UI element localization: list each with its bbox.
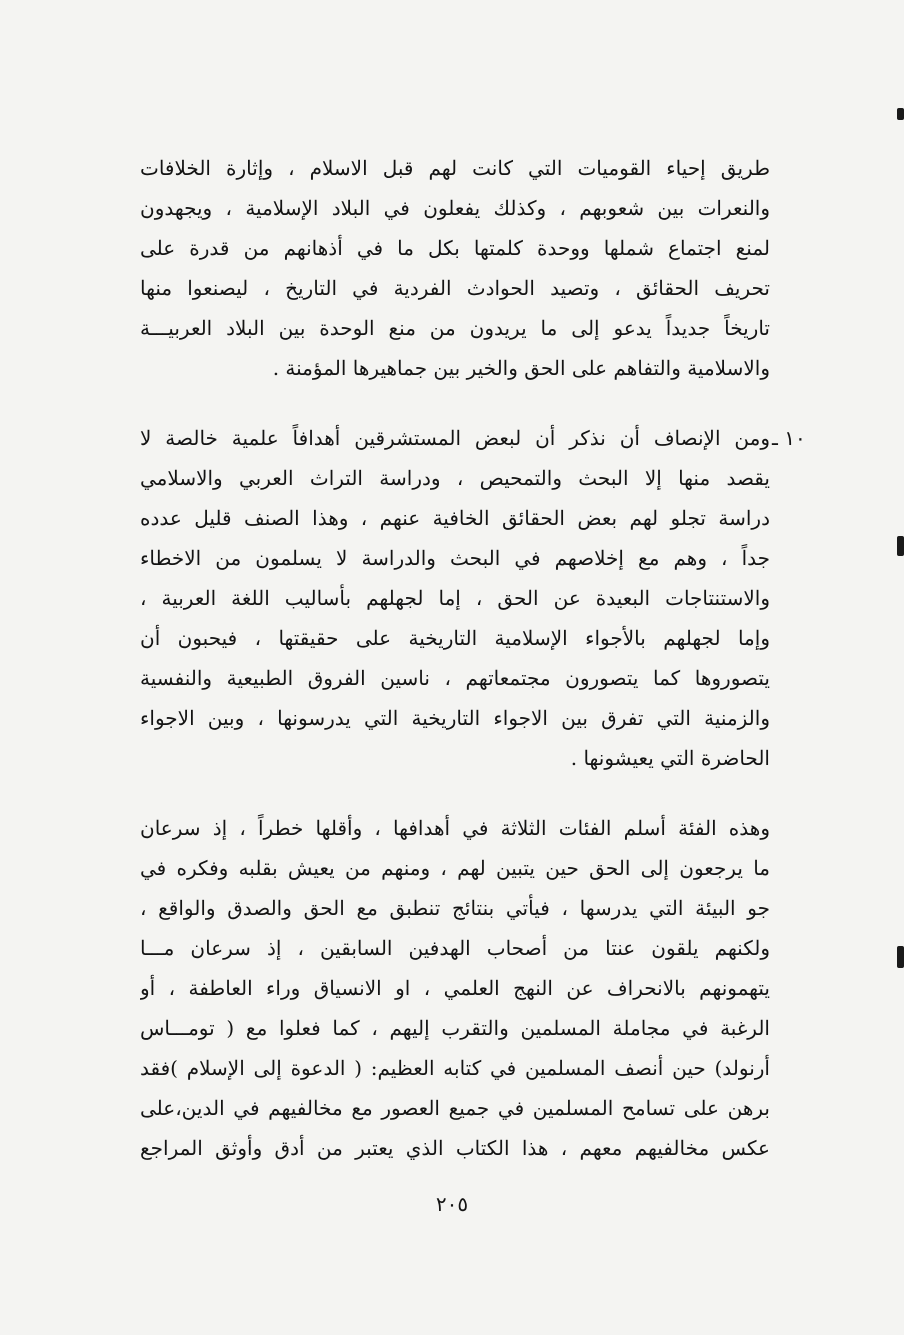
text-line: وإما لجهلهم بالأجواء الإسلامية التاريخية على حقيقتها ، فيحبون أن: [140, 626, 770, 650]
text-line: الرغبة في مجاملة المسلمين والتقرب إليهم ، كما فعلوا مع ( تومـــاس: [140, 1016, 770, 1040]
text-line: لمنع اجتماع شملها ووحدة كلمتها بكل ما في أذهانهم من قدرة على: [140, 236, 770, 260]
text-line: الحاضرة التي يعيشونها .: [570, 746, 770, 770]
paragraph-2: [140, 418, 806, 778]
text-line: والزمنية التي تفرق بين الاجواء التاريخية التي يدرسونها ، وبين الاجواء: [140, 706, 770, 730]
text-line: جو البيئة التي يدرسها ، فيأتي بنتائج تنطبق مع الحق والصدق والواقع ،: [140, 896, 770, 920]
text-line: والنعرات بين شعوبهم ، وكذلك يفعلون في البلاد الإسلامية ، ويجهدون: [140, 196, 770, 220]
text-line: دراسة تجلو لهم بعض الحقائق الخافية عنهم ، وهذا الصنف قليل عدده: [140, 506, 770, 530]
text-line: جداً ، وهم مع إخلاصهم في البحث والدراسة لا يسلمون من الاخطاء: [140, 546, 770, 570]
item-number: ١٠ ـ: [772, 426, 806, 450]
page-number: ٢٠٥: [435, 1192, 469, 1216]
text-line: والاستنتاجات البعيدة عن الحق ، إما لجهلهم بأساليب اللغة العربية ،: [140, 586, 770, 610]
text-line: وهذه الفئة أسلم الفئات الثلاثة في أهدافها ، وأقلها خطراً ، إذ سرعان: [140, 816, 770, 840]
text-line: برهن على تسامح المسلمين في جميع العصور مع مخالفيهم في الدين،على: [140, 1096, 770, 1120]
text-line: تاريخاً جديداً يدعو إلى ما يريدون من منع الوحدة بين البلاد العربيـــة: [140, 316, 770, 340]
text-line: أرنولد) حين أنصف المسلمين في كتابه العظيم: ( الدعوة إلى الإسلام )فقد: [140, 1056, 770, 1080]
text-line: عكس مخالفيهم معهم ، هذا الكتاب الذي يعتبر من أدق وأوثق المراجع: [140, 1136, 770, 1160]
text-line: يتهمونهم بالانحراف عن النهج العلمي ، او الانسياق وراء العاطفة ، أو: [140, 976, 770, 1000]
text-line: تحريف الحقائق ، وتصيد الحوادث الفردية في التاريخ ، ليصنعوا منها: [140, 276, 770, 300]
paragraph-1: [140, 148, 770, 388]
text-line: ولكنهم يلقون عنتا من أصحاب الهدفين السابقين ، إذ سرعان مـــا: [140, 936, 770, 960]
paragraph-3: [140, 808, 770, 1168]
scan-edge-mark: [897, 536, 904, 556]
scan-edge-mark: [897, 946, 904, 968]
text-line: ما يرجعون إلى الحق حين يتبين لهم ، ومنهم من يعيش بقلبه وفكره في: [140, 856, 770, 880]
text-line: ومن الإنصاف أن نذكر أن لبعض المستشرقين أهدافاً علمية خالصة لا: [140, 426, 770, 450]
text-line: يقصد منها إلا البحث والتمحيص ، ودراسة التراث العربي والاسلامي: [140, 466, 770, 490]
text-line: طريق إحياء القوميات التي كانت لهم قبل الاسلام ، وإثارة الخلافات: [140, 156, 770, 180]
text-line: والاسلامية والتفاهم على الحق والخير بين جماهيرها المؤمنة .: [272, 356, 770, 380]
text-line: يتصوروها كما يتصورون مجتمعاتهم ، ناسين الفروق الطبيعية والنفسية: [140, 666, 770, 690]
scan-edge-mark: [897, 108, 904, 120]
